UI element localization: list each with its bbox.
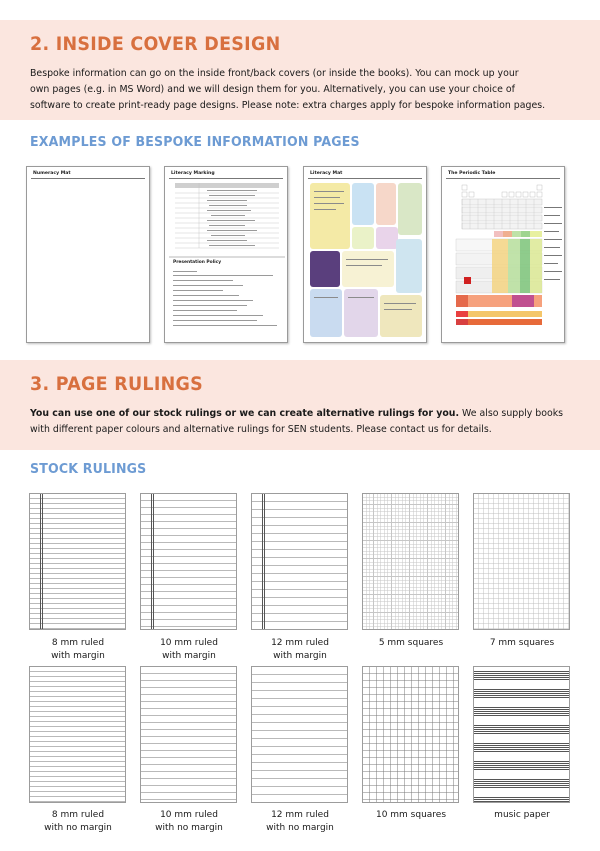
ruling-10mm-squares: [362, 666, 459, 803]
thumbnail-literacy-marking: [164, 166, 288, 343]
caption-line: with no margin: [44, 823, 112, 833]
ruling-caption: [134, 809, 244, 835]
caption-line: 8 mm ruled: [51, 810, 105, 820]
caption-line: 8 mm ruled: [51, 638, 105, 648]
caption-line: with no margin: [155, 823, 223, 833]
literacy-marking-table-graphic: [165, 167, 288, 343]
caption-line: 12 mm ruled: [271, 810, 329, 820]
ruling-caption: [356, 809, 466, 822]
ruling-caption: [467, 809, 577, 822]
thumbnail-title: Literacy Mat: [310, 171, 343, 176]
margin-line: [151, 494, 154, 629]
inside-cover-heading: 2. INSIDE COVER DESIGN: [30, 33, 281, 55]
ruling-8mm-with-margin: [29, 493, 126, 630]
ruling-12mm-with-margin: [251, 493, 348, 630]
ruling-caption: [23, 637, 133, 663]
caption-line: with no margin: [266, 823, 334, 833]
ruling-8mm-no-margin: [29, 666, 126, 803]
paragraph-line: software to create print-ready page designs. Please note: extra charges apply for bespoke information pages.: [30, 100, 546, 111]
caption-line: 10 mm ruled: [160, 810, 218, 820]
thumbnail-numeracy-mat: [26, 166, 150, 343]
periodic-table-graphic: [442, 167, 565, 343]
paragraph-text: We also supply books: [459, 408, 564, 419]
margin-line: [40, 494, 43, 629]
caption-line: with margin: [51, 651, 105, 661]
thumbnail-title: Literacy Marking: [171, 171, 215, 176]
ruling-5mm-squares: [362, 493, 459, 630]
ruling-caption: [245, 809, 355, 835]
paragraph-bold-text: You can use one of our stock rulings or we can create alternative rulings for you.: [30, 408, 460, 419]
ruling-12mm-no-margin: [251, 666, 348, 803]
ruling-caption: [23, 809, 133, 835]
ruling-10mm-no-margin: [140, 666, 237, 803]
ruling-10mm-with-margin: [140, 493, 237, 630]
ruling-caption: [134, 637, 244, 663]
caption-line: with margin: [273, 651, 327, 661]
caption-line: 10 mm ruled: [160, 638, 218, 648]
paragraph-line: [30, 406, 570, 422]
caption-line: 10 mm squares: [375, 810, 447, 820]
page-rulings-paragraph: [30, 406, 570, 438]
ruling-caption: [467, 637, 577, 650]
examples-heading: EXAMPLES OF BESPOKE INFORMATION PAGES: [30, 134, 360, 150]
caption-line: 12 mm ruled: [271, 638, 329, 648]
ruling-caption: [245, 637, 355, 663]
caption-line: music paper: [494, 810, 550, 820]
thumbnail-title: Numeracy Mat: [33, 171, 71, 176]
ruling-7mm-squares: [473, 493, 570, 630]
caption-line: with margin: [162, 651, 216, 661]
paragraph-line: with different paper colours and alternative rulings for SEN students. Please contact us for details.: [30, 424, 492, 435]
thumbnail-literacy-mat: [303, 166, 427, 343]
literacy-mat-panels-graphic: [304, 167, 427, 343]
margin-line: [262, 494, 265, 629]
paragraph-line: Bespoke information can go on the inside front/back covers (or inside the books). You can mock up your: [30, 68, 519, 79]
ruling-music-paper: [473, 666, 570, 803]
caption-line: 7 mm squares: [489, 638, 555, 648]
thumbnail-title: The Periodic Table: [448, 171, 496, 176]
inside-cover-paragraph: [30, 66, 570, 114]
stock-rulings-heading: STOCK RULINGS: [30, 461, 147, 477]
thumbnail-subtitle: Presentation Policy: [173, 260, 222, 265]
ruling-caption: [356, 637, 466, 650]
page-rulings-heading: 3. PAGE RULINGS: [30, 373, 204, 395]
caption-line: 5 mm squares: [378, 638, 444, 648]
thumbnail-periodic-table: [441, 166, 565, 343]
paragraph-line: own pages (e.g. in MS Word) and we will design them for you. Alternatively, you can use your choice of: [30, 84, 515, 95]
divider: [31, 178, 145, 179]
